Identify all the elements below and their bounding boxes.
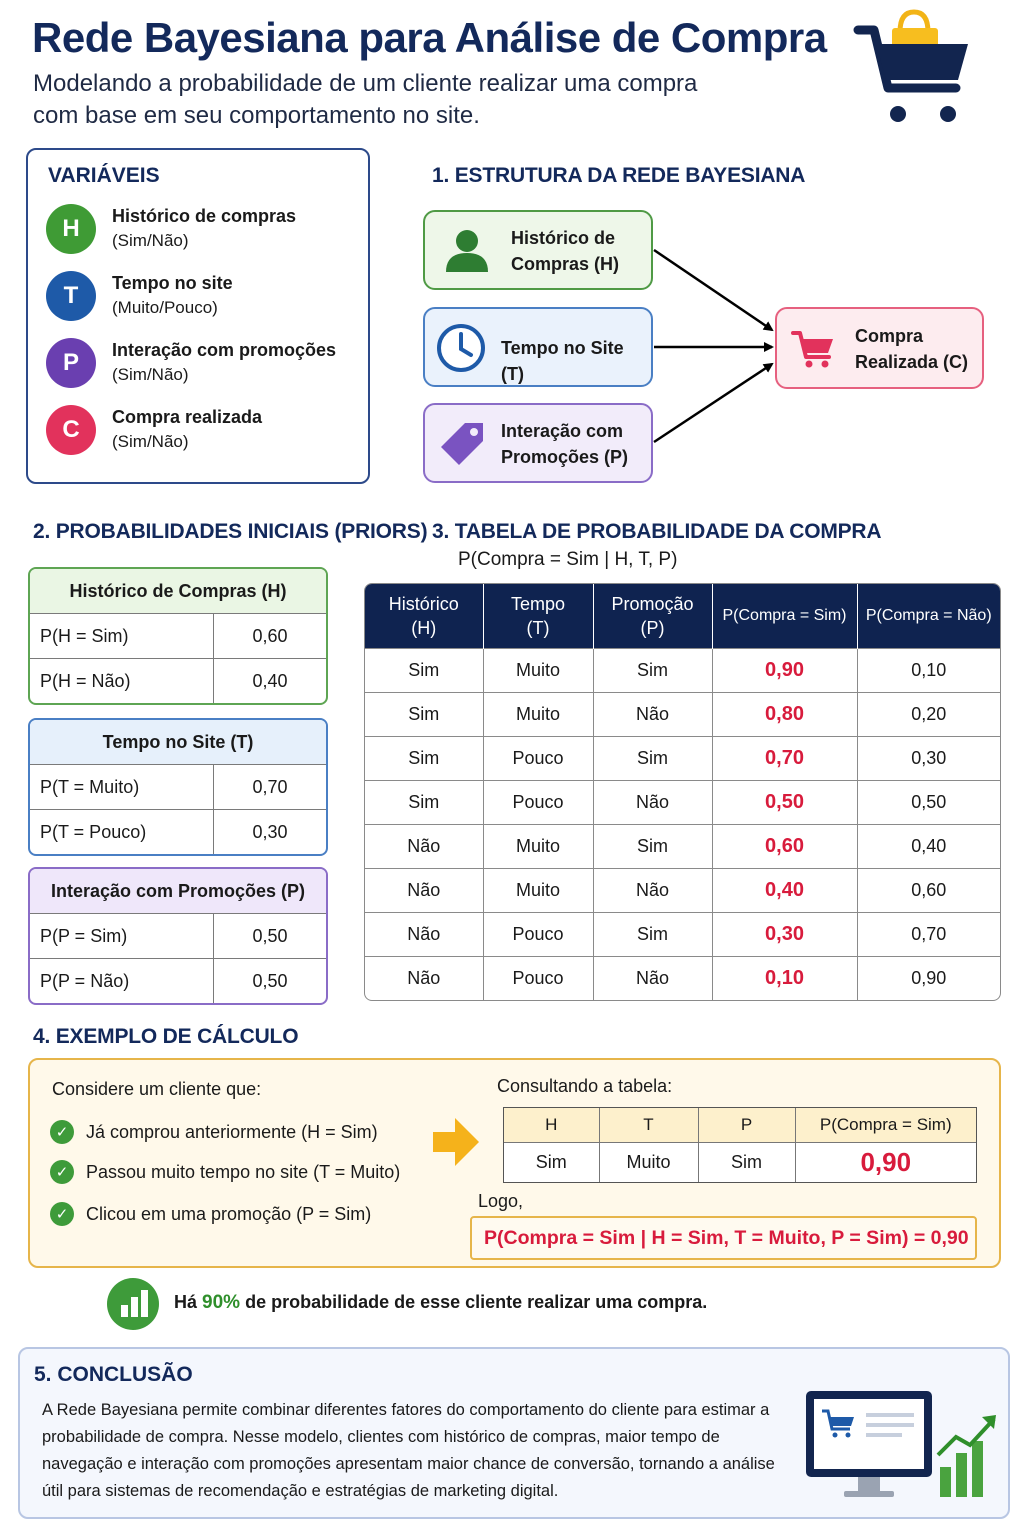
- prior-table-t-header: Tempo no Site (T): [30, 720, 326, 764]
- cpt-cell: Pouco: [483, 780, 593, 824]
- edge-h-to-c: [654, 250, 772, 330]
- node-historico-label: [511, 225, 619, 277]
- node-promocoes-label: [501, 418, 628, 470]
- cpt-cell: 0,40: [857, 824, 1000, 868]
- node-promocoes-line2: Promoções (P): [501, 447, 629, 467]
- lookup-header: H: [504, 1108, 599, 1142]
- table-row: [365, 824, 1000, 868]
- node-tempo-label: Tempo no Site (T): [501, 338, 624, 384]
- summary-prefix: Há: [174, 1292, 198, 1312]
- check-item: [50, 1201, 371, 1227]
- check-label: Clicou em uma promoção (P = Sim): [86, 1203, 372, 1224]
- node-tempo: [423, 307, 653, 387]
- conclusion-title: 5. CONCLUSÃO: [34, 1363, 193, 1386]
- cpt-cell: 0,40: [712, 868, 857, 912]
- node-promocoes-line1: Interação com: [501, 421, 624, 441]
- cpt-header-nao: P(Compra = Não): [857, 584, 1000, 648]
- prior-key: P(H = Não): [30, 659, 214, 703]
- logo-label: Logo,: [478, 1191, 524, 1211]
- prior-key: P(H = Sim): [30, 614, 214, 658]
- network-title: 1. ESTRUTURA DA REDE BAYESIANA: [432, 164, 806, 187]
- lookup-header: P: [698, 1108, 795, 1142]
- variable-p-values: (Sim/Não): [112, 365, 189, 384]
- arrow-right-icon: [431, 1116, 481, 1168]
- variable-t: [46, 269, 356, 325]
- cpt-cell: Pouco: [483, 736, 593, 780]
- computer-growth-icon: [804, 1389, 1000, 1509]
- node-historico-line1: Histórico de: [511, 228, 616, 248]
- tag-icon: [437, 419, 487, 469]
- result-formula: P(Compra = Sim | H = Sim, T = Muito, P = Sim) = 0,90: [470, 1216, 977, 1260]
- table-row: [504, 1142, 976, 1182]
- table-row: [365, 692, 1000, 736]
- variable-c-values: (Sim/Não): [112, 432, 189, 451]
- cpt-table: [364, 583, 1001, 1001]
- prior-table-h: [28, 567, 328, 705]
- table-row: [30, 613, 326, 658]
- variable-h-name: Histórico de compras: [112, 206, 297, 226]
- cpt-cell: 0,10: [857, 648, 1000, 692]
- cpt-cell: Não: [593, 868, 712, 912]
- cpt-header-p: Promoção (P): [593, 584, 712, 648]
- cpt-cell: Sim: [593, 736, 712, 780]
- variable-c-badge: C: [46, 405, 96, 455]
- check-item: [50, 1119, 378, 1145]
- example-intro: Considere um cliente que:: [52, 1079, 262, 1099]
- node-promocoes: [423, 403, 653, 483]
- example-panel: [28, 1058, 1001, 1268]
- page-title: Rede Bayesiana para Análise de Compra: [32, 14, 827, 61]
- cpt-cell: 0,30: [857, 736, 1000, 780]
- cpt-title: 3. TABELA DE PROBABILIDADE DA COMPRA: [432, 520, 882, 543]
- priors-title: 2. PROBABILIDADES INICIAIS (PRIORS): [33, 520, 428, 543]
- check-item: [50, 1159, 400, 1185]
- table-row: [30, 958, 326, 1003]
- page-subtitle: [33, 68, 793, 132]
- conclusion-panel: [18, 1347, 1010, 1519]
- node-compra: [775, 307, 984, 389]
- cpt-cell: 0,80: [712, 692, 857, 736]
- cpt-cell: Pouco: [483, 912, 593, 956]
- variable-p: [46, 336, 356, 392]
- node-compra-line2: Realizada (C): [855, 352, 969, 372]
- cpt-cell: Sim: [365, 648, 483, 692]
- check-icon: ✓: [50, 1120, 74, 1144]
- cpt-cell: Muito: [483, 648, 593, 692]
- cpt-cell: 0,90: [712, 648, 857, 692]
- table-row: [365, 912, 1000, 956]
- cpt-cell: Não: [365, 956, 483, 1000]
- conclusion-text: A Rede Bayesiana permite combinar diferentes fatores do comportamento do cliente para estimar a probabilidade de compra. Nesse modelo, clientes com histórico de compras, maior tempo de navegação e interação com promoções apresentam maior chance de conversão, tornando a análise útil para sistemas de recomendação e estratégias de marketing digital.: [42, 1401, 775, 1500]
- variable-h-badge: H: [46, 204, 96, 254]
- cpt-header-t: Tempo (T): [483, 584, 593, 648]
- cpt-subtitle: P(Compra = Sim | H, T, P): [458, 549, 678, 570]
- cpt-cell: 0,50: [857, 780, 1000, 824]
- lookup-header: T: [599, 1108, 698, 1142]
- prior-table-t: [28, 718, 328, 856]
- person-icon: [443, 226, 491, 274]
- check-label: Passou muito tempo no site (T = Muito): [86, 1161, 401, 1182]
- cpt-cell: Sim: [365, 736, 483, 780]
- variable-h-values: (Sim/Não): [112, 231, 189, 250]
- lookup-table: [503, 1107, 977, 1183]
- cpt-cell: Sim: [365, 780, 483, 824]
- prior-table-p: [28, 867, 328, 1005]
- cpt-cell: Sim: [593, 824, 712, 868]
- check-label: Já comprou anteriormente (H = Sim): [86, 1121, 378, 1142]
- cpt-cell: 0,60: [857, 868, 1000, 912]
- bar-chart-icon: [106, 1277, 160, 1331]
- cpt-cell: Não: [593, 956, 712, 1000]
- clock-icon: [435, 322, 487, 374]
- cpt-cell: Sim: [365, 692, 483, 736]
- table-row: [30, 658, 326, 703]
- cpt-cell: Não: [593, 780, 712, 824]
- table-row: [365, 648, 1000, 692]
- cpt-cell: Muito: [483, 824, 593, 868]
- cpt-cell: Sim: [593, 648, 712, 692]
- lookup-result-cell: 0,90: [860, 1146, 912, 1177]
- prior-value: 0,70: [252, 776, 288, 797]
- cpt-cell: 0,30: [712, 912, 857, 956]
- cpt-cell: Sim: [593, 912, 712, 956]
- prior-value: 0,50: [252, 925, 288, 946]
- variable-p-badge: P: [46, 338, 96, 388]
- prior-key: P(T = Pouco): [30, 810, 214, 854]
- variable-t-badge: T: [46, 271, 96, 321]
- summary-percent: 90%: [202, 1292, 241, 1313]
- subtitle-line-2: com base em seu comportamento no site.: [33, 102, 480, 129]
- cpt-cell: Não: [593, 692, 712, 736]
- variables-panel: [26, 148, 370, 484]
- cpt-cell: Pouco: [483, 956, 593, 1000]
- summary-suffix: de probabilidade de esse cliente realizar uma compra.: [245, 1292, 708, 1312]
- lookup-header: P(Compra = Sim): [795, 1108, 976, 1142]
- cpt-cell: 0,70: [857, 912, 1000, 956]
- variable-t-values: (Muito/Pouco): [112, 298, 218, 317]
- table-row: [365, 736, 1000, 780]
- node-compra-line1: Compra: [855, 326, 924, 346]
- cpt-cell: 0,60: [712, 824, 857, 868]
- cpt-cell: Muito: [483, 868, 593, 912]
- cpt-cell: 0,90: [857, 956, 1000, 1000]
- example-title: 4. EXEMPLO DE CÁLCULO: [33, 1025, 299, 1048]
- variable-c: [46, 403, 356, 459]
- prior-value: 0,60: [252, 625, 288, 646]
- cpt-cell: 0,50: [712, 780, 857, 824]
- cpt-cell: 0,70: [712, 736, 857, 780]
- table-row: [365, 956, 1000, 1000]
- lookup-header-row: [504, 1108, 976, 1142]
- table-row: [365, 868, 1000, 912]
- prior-value: 0,40: [252, 670, 288, 691]
- lookup-cell: Sim: [504, 1142, 599, 1182]
- subtitle-line-1: Modelando a probabilidade de um cliente realizar uma compra: [33, 70, 698, 97]
- variable-h: [46, 202, 356, 258]
- lookup-cell: Muito: [599, 1142, 698, 1182]
- variable-t-name: Tempo no site: [112, 273, 233, 293]
- lookup-cell: Sim: [698, 1142, 795, 1182]
- node-historico: [423, 210, 653, 290]
- prior-table-h-header: Histórico de Compras (H): [30, 569, 326, 613]
- cpt-header-h: Histórico (H): [365, 584, 483, 648]
- variables-title: VARIÁVEIS: [48, 164, 160, 187]
- node-historico-line2: Compras (H): [511, 254, 620, 274]
- variable-c-name: Compra realizada: [112, 407, 263, 427]
- check-icon: ✓: [50, 1160, 74, 1184]
- cpt-cell: Não: [365, 912, 483, 956]
- edge-p-to-c: [654, 364, 772, 442]
- lookup-label: Consultando a tabela:: [497, 1076, 673, 1096]
- table-row: [365, 780, 1000, 824]
- cpt-cell: Muito: [483, 692, 593, 736]
- cpt-header-sim: P(Compra = Sim): [712, 584, 857, 648]
- cpt-cell: Não: [365, 868, 483, 912]
- check-icon: ✓: [50, 1202, 74, 1226]
- prior-key: P(T = Muito): [30, 765, 214, 809]
- cpt-cell: 0,20: [857, 692, 1000, 736]
- shopping-cart-bag-icon: [852, 6, 972, 128]
- network-edges: [640, 230, 800, 460]
- prior-key: P(P = Não): [30, 959, 214, 1003]
- table-row: [30, 913, 326, 958]
- node-compra-label: [855, 323, 968, 375]
- variable-p-name: Interação com promoções: [112, 340, 337, 360]
- prior-value: 0,30: [252, 821, 288, 842]
- prior-table-p-header: Interação com Promoções (P): [30, 869, 326, 913]
- prior-key: P(P = Sim): [30, 914, 214, 958]
- table-row: [30, 809, 326, 854]
- summary-text: [174, 1292, 707, 1314]
- cpt-header-row: [365, 584, 1000, 648]
- prior-value: 0,50: [252, 970, 288, 991]
- table-row: [30, 764, 326, 809]
- cpt-cell: 0,10: [712, 956, 857, 1000]
- cpt-cell: Não: [365, 824, 483, 868]
